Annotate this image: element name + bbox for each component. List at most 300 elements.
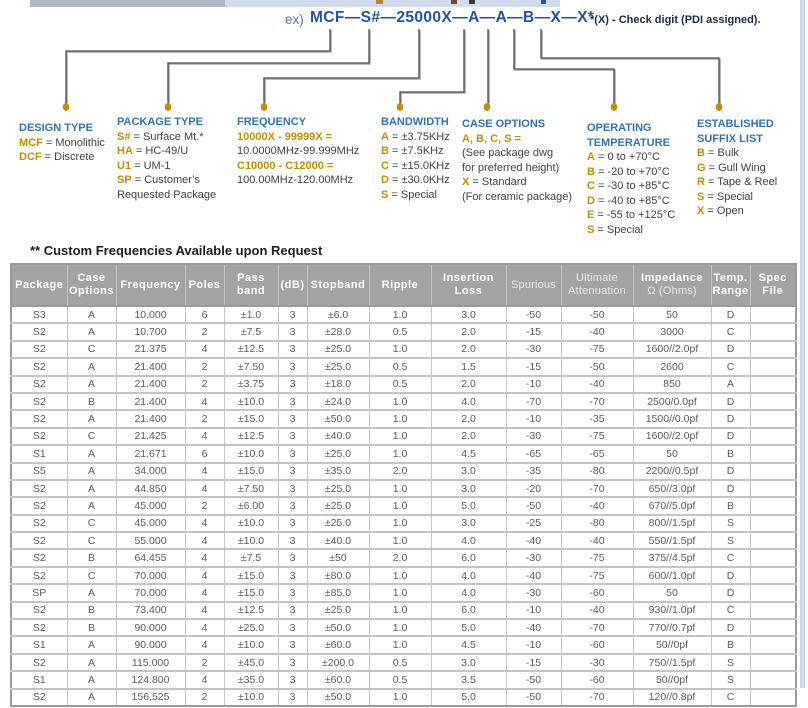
table-cell: 3: [278, 463, 307, 480]
legend-entry: S = Special: [587, 223, 643, 236]
table-cell: C: [711, 549, 750, 566]
table-cell: B: [67, 602, 116, 619]
table-cell: ±85.0: [307, 584, 369, 601]
table-cell: ±15.0: [224, 463, 278, 480]
table-cell: C: [67, 567, 116, 584]
table-cell: [750, 619, 796, 636]
legend-package-type: [117, 115, 216, 202]
table-cell: D: [711, 619, 750, 636]
table-cell: 1.0: [369, 445, 431, 462]
table-cell: 120//0.8pf: [633, 689, 711, 706]
legend-case-options: [462, 117, 572, 204]
table-cell: ±3.75: [224, 376, 278, 393]
table-cell: -60: [561, 584, 633, 601]
table-cell: 1600//2.0pf: [633, 341, 711, 358]
table-cell: ±24.0: [307, 393, 369, 410]
table-cell: ±10.0: [224, 393, 278, 410]
legend-entry: C = -30 to +85°C: [587, 180, 670, 192]
table-row: [11, 619, 796, 636]
legend-entry: D = -40 to +85°C: [587, 194, 670, 207]
table-cell: 3.0: [431, 480, 506, 497]
table-cell: C: [67, 341, 116, 358]
table-cell: A: [67, 636, 116, 653]
legend-entry: 100.00MHz-120.00MHz: [237, 174, 354, 186]
table-cell: A: [711, 376, 750, 393]
table-cell: 6: [185, 445, 224, 462]
table-cell: 1500//0.0pf: [633, 410, 711, 427]
table-cell: S1: [11, 445, 67, 462]
table-cell: -40: [561, 376, 633, 393]
table-cell: -50: [506, 497, 561, 514]
legend-entry: E = -55 to +125°C: [587, 209, 676, 221]
table-cell: 3: [278, 654, 307, 671]
table-cell: ±15.0: [224, 410, 278, 427]
clipped-text-fragment: [469, 0, 475, 4]
table-cell: [750, 497, 796, 514]
legend-entry: G = Gull Wing: [697, 161, 766, 174]
table-cell: [750, 463, 796, 480]
table-cell: -15: [506, 654, 561, 671]
table-cell: S2: [11, 549, 67, 566]
table-row: [11, 497, 796, 514]
table-cell: 2500/0.0pf: [633, 393, 711, 410]
table-cell: 50: [633, 306, 711, 323]
table-cell: 2600: [633, 358, 711, 375]
table-cell: 2: [185, 410, 224, 427]
legend-entry: C10000 - C12000 =: [237, 159, 334, 172]
table-cell: D: [711, 410, 750, 427]
table-cell: 1.0: [369, 480, 431, 497]
part-number-example-row: [0, 9, 808, 31]
table-cell: ±7.5: [224, 323, 278, 340]
table-cell: ±28.0: [307, 323, 369, 340]
table-cell: [750, 376, 796, 393]
table-cell: C: [711, 358, 750, 375]
legend-entry: HA = HC-49/U: [117, 145, 189, 157]
table-cell: C: [67, 515, 116, 532]
legend-entry: C = ±15.0KHz: [381, 159, 450, 172]
table-cell: 4.0: [431, 584, 506, 601]
table-cell: 2.0: [369, 463, 431, 480]
table-cell: -50: [506, 671, 561, 688]
example-prefix: ex): [285, 12, 304, 27]
table-row: [11, 654, 796, 671]
table-cell: S2: [11, 619, 67, 636]
table-row: [11, 445, 796, 462]
table-cell: -30: [506, 549, 561, 566]
table-cell: S: [711, 654, 750, 671]
table-cell: 800//1.5pf: [633, 515, 711, 532]
table-cell: -50: [561, 358, 633, 375]
table-cell: 115.000: [116, 654, 185, 671]
table-cell: 3: [278, 602, 307, 619]
legend-entry: 10000X - 99999X =: [237, 130, 333, 143]
table-cell: ±25.0: [224, 619, 278, 636]
legend-entry: (For ceramic package): [462, 190, 573, 203]
frequency-table: [10, 263, 797, 707]
table-cell: 4.0: [431, 532, 506, 549]
column-header: Poles: [185, 264, 224, 306]
table-cell: -35: [506, 463, 561, 480]
table-row: [11, 358, 796, 375]
table-cell: -50: [561, 306, 633, 323]
table-cell: 3: [278, 480, 307, 497]
table-cell: 670//5.0pf: [633, 497, 711, 514]
table-cell: 650//3.0pf: [633, 480, 711, 497]
table-cell: 4: [185, 393, 224, 410]
table-cell: -40: [561, 323, 633, 340]
column-header: Ultimate Attenuation: [561, 264, 633, 306]
table-cell: 3: [278, 341, 307, 358]
table-cell: 4: [185, 584, 224, 601]
table-cell: 1.0: [369, 497, 431, 514]
table-cell: 3: [278, 549, 307, 566]
legend-entry: A = ±3.75KHz: [381, 130, 450, 143]
table-cell: ±10.0: [224, 636, 278, 653]
legend-title: OPERATING TEMPERATURE: [587, 122, 670, 149]
table-cell: ±40.0: [307, 532, 369, 549]
table-cell: SP: [11, 584, 67, 601]
table-cell: [750, 358, 796, 375]
table-cell: 0.5: [369, 376, 431, 393]
table-cell: ±12.5: [224, 602, 278, 619]
column-header: Impedance Ω (Ohms): [633, 264, 711, 306]
table-cell: 90.000: [116, 636, 185, 653]
table-cell: 550//1.5pf: [633, 532, 711, 549]
table-cell: S2: [11, 480, 67, 497]
table-cell: D: [711, 567, 750, 584]
table-row: [11, 306, 796, 323]
table-cell: -25: [506, 515, 561, 532]
legend-entry: Requested Package: [117, 188, 217, 201]
table-cell: 3.0: [431, 306, 506, 323]
table-cell: -30: [506, 341, 561, 358]
table-cell: D: [711, 306, 750, 323]
table-cell: 3: [278, 445, 307, 462]
column-header: Ripple: [369, 264, 431, 306]
table-cell: -60: [561, 671, 633, 688]
table-cell: A: [67, 654, 116, 671]
table-cell: 5.0: [431, 497, 506, 514]
table-cell: 1.0: [369, 306, 431, 323]
table-cell: 4: [185, 636, 224, 653]
table-cell: S2: [11, 428, 67, 445]
table-cell: D: [711, 341, 750, 358]
table-cell: S2: [11, 323, 67, 340]
table-cell: 3: [278, 358, 307, 375]
table-row: [11, 602, 796, 619]
table-cell: 1.0: [369, 584, 431, 601]
table-cell: 750//1.5pf: [633, 654, 711, 671]
table-cell: C: [711, 689, 750, 706]
legend-title: DESIGN TYPE: [19, 122, 93, 134]
table-cell: B: [67, 619, 116, 636]
table-cell: ±7.5: [224, 549, 278, 566]
table-cell: 4.5: [431, 445, 506, 462]
legend-entry: A = 0 to +70°C: [587, 151, 660, 163]
legend-entry: A, B, C, S =: [462, 132, 521, 145]
table-cell: 21.671: [116, 445, 185, 462]
column-header: Package: [11, 264, 67, 306]
table-cell: S2: [11, 410, 67, 427]
table-cell: [750, 602, 796, 619]
table-cell: 1.0: [369, 619, 431, 636]
table-cell: 10.000: [116, 306, 185, 323]
table-row: [11, 584, 796, 601]
column-header: (dB): [278, 264, 307, 306]
table-cell: D: [711, 584, 750, 601]
table-row: [11, 532, 796, 549]
table-cell: A: [67, 584, 116, 601]
table-cell: -20: [506, 480, 561, 497]
table-cell: ±6.0: [307, 306, 369, 323]
table-cell: 3: [278, 671, 307, 688]
table-cell: ±45.0: [224, 654, 278, 671]
table-cell: 4: [185, 341, 224, 358]
table-cell: A: [67, 671, 116, 688]
table-cell: 375//4.5pf: [633, 549, 711, 566]
table-cell: B: [711, 445, 750, 462]
table-cell: S2: [11, 358, 67, 375]
table-cell: 1.0: [369, 341, 431, 358]
table-cell: 50//0pf: [633, 671, 711, 688]
column-header: Spec File: [750, 264, 796, 306]
table-cell: 1.0: [369, 428, 431, 445]
legend-entry: SP = Customer’s: [117, 174, 201, 186]
table-cell: ±6.00: [224, 497, 278, 514]
table-cell: ±15.0: [224, 567, 278, 584]
table-cell: [750, 567, 796, 584]
table-cell: -70: [561, 393, 633, 410]
table-cell: -50: [506, 689, 561, 706]
table-cell: -40: [561, 497, 633, 514]
table-cell: -40: [506, 619, 561, 636]
table-cell: 2.0: [431, 428, 506, 445]
table-cell: S2: [11, 515, 67, 532]
table-cell: ±10.0: [224, 689, 278, 706]
frequency-table-container: [10, 263, 796, 707]
page-edge-strip: [800, 0, 805, 688]
table-cell: 55.000: [116, 532, 185, 549]
table-cell: ±50: [307, 549, 369, 566]
table-cell: -30: [506, 584, 561, 601]
table-cell: B: [711, 497, 750, 514]
table-cell: -75: [561, 341, 633, 358]
table-cell: ±40.0: [307, 428, 369, 445]
table-cell: 3: [278, 306, 307, 323]
table-cell: 3: [278, 393, 307, 410]
table-cell: [750, 393, 796, 410]
table-cell: 21.400: [116, 393, 185, 410]
column-header: Case Options: [67, 264, 116, 306]
table-cell: S: [711, 532, 750, 549]
legend-operating-temperature: [587, 121, 675, 237]
table-cell: [750, 671, 796, 688]
legend-entry: R = Tape & Reel: [697, 176, 778, 188]
table-cell: ±10.0: [224, 532, 278, 549]
table-cell: 50: [633, 584, 711, 601]
column-header: Pass band: [224, 264, 278, 306]
clipped-text-fragment: [451, 0, 457, 4]
table-cell: 2.0: [431, 341, 506, 358]
table-cell: ±7.50: [224, 358, 278, 375]
legend-title: PACKAGE TYPE: [117, 116, 203, 128]
table-cell: 2: [185, 323, 224, 340]
table-cell: [750, 306, 796, 323]
table-cell: ±10.0: [224, 515, 278, 532]
table-cell: 1.5: [431, 358, 506, 375]
table-cell: 4.5: [431, 636, 506, 653]
table-row: [11, 515, 796, 532]
table-row: [11, 393, 796, 410]
table-row: [11, 689, 796, 706]
column-header: Stopband: [307, 264, 369, 306]
legend-entry: for preferred height): [462, 161, 560, 174]
legend-title: CASE OPTIONS: [462, 118, 546, 130]
table-cell: S2: [11, 567, 67, 584]
legend-established-suffix-list: [697, 117, 777, 219]
table-cell: 4: [185, 549, 224, 566]
table-cell: A: [67, 480, 116, 497]
table-cell: -10: [506, 602, 561, 619]
table-cell: [750, 549, 796, 566]
table-cell: ±25.0: [307, 497, 369, 514]
table-cell: C: [711, 323, 750, 340]
table-cell: D: [711, 393, 750, 410]
column-header: Insertion Loss: [431, 264, 506, 306]
table-cell: -75: [561, 428, 633, 445]
table-cell: -40: [561, 532, 633, 549]
table-cell: A: [67, 689, 116, 706]
table-cell: 3: [278, 497, 307, 514]
table-cell: 1.0: [369, 567, 431, 584]
table-cell: B: [67, 393, 116, 410]
table-cell: ±50.0: [307, 619, 369, 636]
table-cell: 124.800: [116, 671, 185, 688]
table-row: [11, 410, 796, 427]
table-cell: ±1.0: [224, 306, 278, 323]
table-cell: [750, 445, 796, 462]
table-cell: 21.400: [116, 358, 185, 375]
table-cell: A: [67, 410, 116, 427]
legend-entry: X = Open: [697, 205, 744, 217]
table-cell: [750, 428, 796, 445]
table-cell: 5.0: [431, 619, 506, 636]
table-cell: 2.0: [369, 549, 431, 566]
table-cell: 4: [185, 619, 224, 636]
table-cell: S3: [11, 306, 67, 323]
table-cell: ±12.5: [224, 341, 278, 358]
table-cell: [750, 532, 796, 549]
table-cell: 21.400: [116, 376, 185, 393]
table-cell: 0.5: [369, 671, 431, 688]
table-cell: 2: [185, 689, 224, 706]
table-cell: -65: [561, 445, 633, 462]
table-row: [11, 567, 796, 584]
legend-entry: D = ±30.0KHz: [381, 174, 450, 186]
table-row: [11, 376, 796, 393]
table-cell: -40: [506, 532, 561, 549]
table-cell: 4: [185, 671, 224, 688]
table-cell: 3: [278, 428, 307, 445]
frequency-table-body: [11, 306, 796, 706]
legend-entry: S# = Surface Mt.*: [117, 130, 204, 143]
table-cell: ±60.0: [307, 671, 369, 688]
table-cell: -40: [561, 602, 633, 619]
table-cell: 4: [185, 463, 224, 480]
table-cell: 4: [185, 480, 224, 497]
table-cell: B: [711, 636, 750, 653]
table-cell: 2: [185, 376, 224, 393]
table-cell: [750, 515, 796, 532]
table-cell: 2.0: [431, 376, 506, 393]
table-cell: -70: [561, 480, 633, 497]
table-cell: ±25.0: [307, 515, 369, 532]
table-cell: 3.0: [431, 654, 506, 671]
table-cell: 90.000: [116, 619, 185, 636]
table-cell: 21.425: [116, 428, 185, 445]
table-cell: 4: [185, 428, 224, 445]
table-cell: 3: [278, 689, 307, 706]
table-cell: -65: [506, 445, 561, 462]
table-cell: 3: [278, 410, 307, 427]
table-cell: 156.525: [116, 689, 185, 706]
table-cell: 21.375: [116, 341, 185, 358]
table-cell: S: [711, 671, 750, 688]
table-cell: 600//1.0pf: [633, 567, 711, 584]
table-cell: 1.0: [369, 410, 431, 427]
table-cell: 0.5: [369, 358, 431, 375]
table-cell: 4: [185, 532, 224, 549]
table-cell: -70: [561, 619, 633, 636]
table-cell: S2: [11, 376, 67, 393]
table-cell: 3: [278, 532, 307, 549]
table-cell: 1.0: [369, 602, 431, 619]
table-cell: [750, 636, 796, 653]
table-cell: S2: [11, 689, 67, 706]
table-cell: C: [711, 602, 750, 619]
table-cell: [750, 323, 796, 340]
table-cell: -15: [506, 323, 561, 340]
table-cell: 4: [185, 602, 224, 619]
table-row: [11, 323, 796, 340]
table-cell: ±18.0: [307, 376, 369, 393]
table-cell: 44.850: [116, 480, 185, 497]
table-cell: 2: [185, 654, 224, 671]
legend-entry: 10.0000MHz-99.999MHz: [237, 145, 360, 157]
connector-dots: [63, 103, 722, 111]
table-cell: S1: [11, 671, 67, 688]
frequency-table-header: [11, 264, 796, 306]
table-cell: ±15.0: [224, 584, 278, 601]
table-cell: 2.0: [431, 323, 506, 340]
table-cell: -70: [561, 689, 633, 706]
table-cell: 2: [185, 497, 224, 514]
table-cell: -75: [561, 549, 633, 566]
table-cell: -75: [561, 567, 633, 584]
table-cell: 34.000: [116, 463, 185, 480]
table-cell: 3: [278, 567, 307, 584]
table-cell: 50//0pf: [633, 636, 711, 653]
table-cell: 4.0: [431, 567, 506, 584]
table-cell: 3: [278, 515, 307, 532]
table-cell: 45.000: [116, 515, 185, 532]
legend-entry: MCF = Monolithic: [19, 136, 105, 149]
table-cell: 3: [278, 636, 307, 653]
table-row: [11, 428, 796, 445]
column-header: Frequency: [116, 264, 185, 306]
table-cell: A: [67, 445, 116, 462]
